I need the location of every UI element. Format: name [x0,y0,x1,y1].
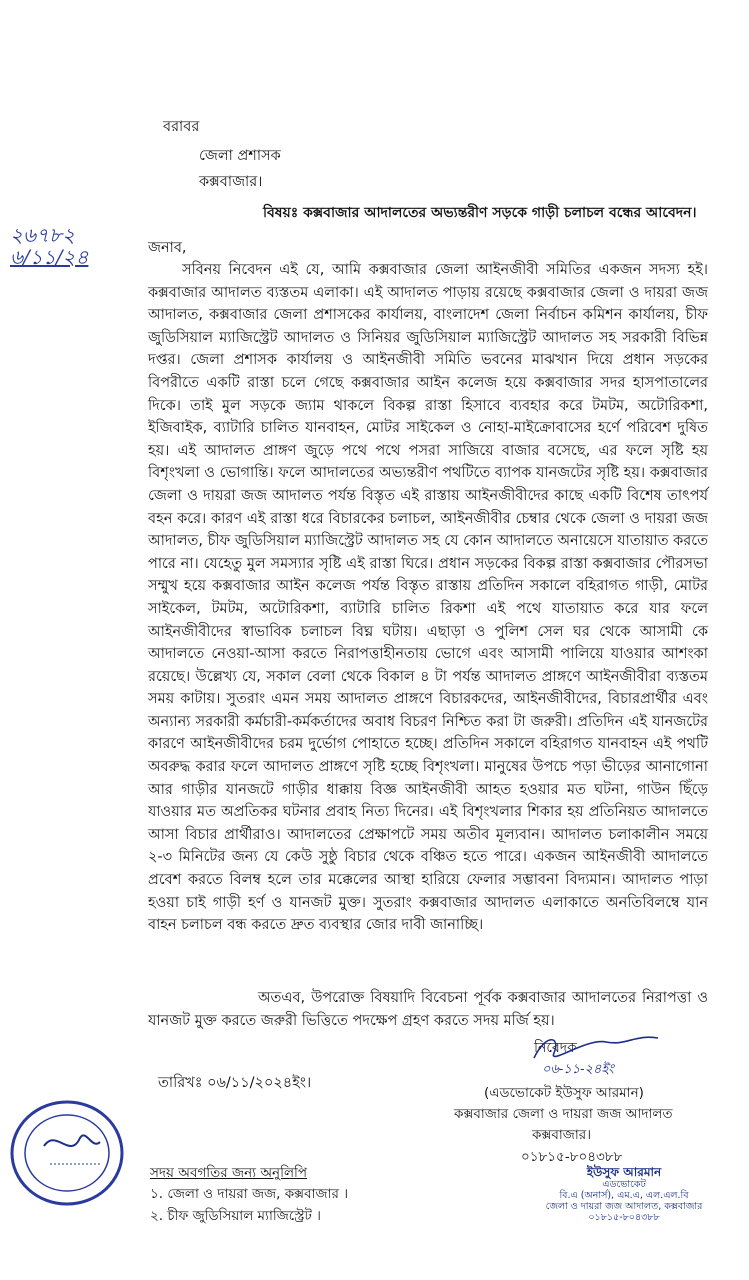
margin-note-line2: ৬/১১/২৪ [10,245,89,269]
date-line: তারিখঃ ০৬/১১/২০২৪ইং। [158,1075,312,1091]
recipient-place: কক্সবাজার। [199,174,263,190]
cc-item-1: ১. জেলা ও দায়রা জজ, কক্সবাজার । [150,1186,349,1202]
margin-note [10,224,88,268]
signer-court: কক্সবাজার জেলা ও দায়রা জজ আদালত [454,1106,673,1122]
letter-body: সবিনয় নিবেদন এই যে, আমি কক্সবাজার জেলা আইনজীবী সমিতির একজন সদস্য হই। কক্সবাজার আদালত ব্যস্ততম এলাকা। এই আদালত পাড়ায় রয়েছে কক্সবাজার জেলা ও দায়রা জজ আদালত, কক্সবাজার জেলা প্রশাসকের কার্যালয়, বাংলাদেশ জেলা নির্বাচন কমিশন কার্যালয়, চীফ জুডিসিয়াল ম্যাজিস্ট্রেট আদালত ও সিনিয়র জুডিসিয়াল ম্যাজিস্ট্রেট আদালত সহ সরকারী বিভিন্ন দপ্তর। জেলা প্রশাসক কার্যালয় ও আইনজীবী সমিতি ভবনের মাঝখান দিয়ে প্রধান সড়কের বিপরীতে একটি রাস্তা চলে গেছে কক্সবাজার আইন কলেজ হয়ে কক্সবাজার সদর হাসপাতালের দিকে। তাই মুল সড়কে জ্যাম থাকলে বিকল্প রাস্তা হিসাবে ব্যবহার করে টমটম, অটোরিকশা, ইজিবাইক, ব্যাটারি চালিত যানবাহন, মোটর সাইকেল ও নোহা-মাইক্রোবাসের হর্ণে পরিবেশ দুষিত হয়। এই আদালত প্রাঙ্গণ জুড়ে পথে পথে পসরা সাজিয়ে বাজার বসেছে, এর ফলে সৃষ্টি হয় বিশৃংখলা ও ভোগান্তি। ফলে আদালতের অভ্যন্তরীণ পথটিতে ব্যাপক যানজটের সৃষ্টি হয়। কক্সবাজার জেলা ও দায়রা জজ আদালত পর্যন্ত বিস্তৃত এই রাস্তায় আইনজীবীদের কাছে একটি বিশেষ তাৎপর্য বহন করে। কারণ এই রাস্তা ধরে বিচারকের চলাচল, আইনজীবীর চেম্বার থেকে জেলা ও দায়রা জজ আদালত, চীফ জুডিসিয়াল ম্যাজিস্ট্রেট আদালত সহ যে কোন আদালতে অনায়েসে যাতায়াত করতে পারে না। যেহেতু মুল সমস্যার সৃষ্টি এই রাস্তা ঘিরে। প্রধান সড়কের বিকল্প রাস্তা কক্সবাজার পৌরসভা সম্মুখ হয়ে কক্সবাজার আইন কলেজ পর্যন্ত বিস্তৃত রাস্তায় প্রতিদিন সকালে বহিরাগত গাড়ী, মোটর সাইকেল, টমটম, অটোরিকশা, ব্যাটারি চালিত রিকশা এই পথে যাতায়াত করে যার ফলে আইনজীবীদের স্বাভাবিক চলাচল বিঘ্ন ঘটায়। এছাড়া ও পুলিশ সেল ঘর থেকে আসামী কে আদালতে নেওয়া-আসা করতে নিরাপত্তাহীনতায় ভোগে এবং আসামী পালিয়ে যাওয়ার আশংকা রয়েছে। উল্লেখ্য যে, সকাল বেলা থেকে বিকাল ৪ টা পর্যন্ত আদালত প্রাঙ্গণে আইনজীবীরা ব্যস্ততম সময় কাটায়। সুতরাং এমন সময় আদালত প্রাঙ্গণে বিচারকদের, আইনজীবীদের, বিচারপ্রার্থীর এবং অন্যান্য সরকারী কর্মচারী-কর্মকর্তাদের অবাধ বিচরণ নিশ্চিত করা টা জরুরী। প্রতিদিন এই যানজটের কারণে আইনজীবীদের চরম দুর্ভোগ পোহাতে হচ্ছে। প্রতিদিন সকালে বহিরাগত যানবাহন এই পথটি অবরুদ্ধ করার ফলে আদালত প্রাঙ্গণে সৃষ্টি হচ্ছে বিশৃংখলা। মানুষের উপচে পড়া ভীড়ের আনাগোনা আর গাড়ীর যানজটে গাড়ীর ধাক্কায় বিজ্ঞ আইনজীবী আহত হওয়ার মত ঘটনা, গাউন ছিঁড়ে যাওয়ার মত অপ্রতিকর ঘটনার প্রবাহ নিত্য দিনের। এই বিশৃংখলার শিকার হয় প্রতিনিয়ত আদালতে আসা বিচার প্রার্থীরাও। আদালতের প্রেক্ষাপটে সময় অতীব মূল্যবান। আদালত চলাকালীন সময়ে ২-৩ মিনিটের জন্য যে কেউ সুষ্ঠু বিচার থেকে বঞ্চিত হতে পারে। একজন আইনজীবী আদালতে প্রবেশ করতে বিলম্ব হলে তার মক্কেলের আস্থা হারিয়ে ফেলার সম্ভাবনা বিদ্যমান। আদালত পাড়া হওয়া চাই গাড়ী হর্ণ ও যানজট মুক্ত। সুতরাং কক্সবাজার আদালত এলাকাতে অনতিবিলম্বে যান বাহন চলাচল বন্ধ করতে দ্রুত ব্যবস্থার জোর দাবী জানাচ্ছি। [148,262,708,934]
subject-line: বিষয়ঃ কক্সবাজার আদালতের অভ্যন্তরীণ সড়কে গাড়ী চলাচল বন্ধের আবেদন। [263,205,697,221]
advocate-stamp [524,1165,724,1223]
signer-phone: ০১৮১৫-৮০৪৩৮৮ [521,1149,623,1165]
applicant-label: নিবেদক [534,1040,577,1056]
cc-item-2: ২. চীফ জুডিসিয়াল ম্যাজিস্ট্রেট । [150,1208,321,1224]
round-seal [8,1098,126,1208]
closing-paragraph: অতএব, উপরোক্ত বিষয়াদি বিবেচনা পূর্বক কক্সবাজার আদালতের নিরাপত্তা ও যানজট মুক্ত করতে জরুরী ভিত্তিতে পদক্ষেপ গ্রহণ করতে সদয় মর্জি হয়। [148,990,708,1029]
stamp-title: এডভোকেট [602,1179,646,1190]
stamp-name: ইউসুফ আরমান [586,1165,662,1179]
cc-heading: সদয় অবগতির জন্য অনুলিপি [150,1165,308,1181]
to-label: বরাবর [163,119,200,135]
signer-name: (এডভোকেট ইউসুফ আরমান) [484,1085,644,1101]
signature-date: ০৬-১১-২৪ইং [542,1062,614,1077]
salutation: জনাব, [148,240,187,256]
margin-note-line1: ২৬৭৮২ [10,223,75,247]
recipient-title: জেলা প্রশাসক [199,148,281,164]
stamp-detail: বি.এ (অনার্স), এম.এ, এল.এল.বি [559,1190,689,1201]
stamp-phone: ০১৮১৫-৮০৪৩৮৮ [588,1212,660,1223]
signer-place: কক্সবাজার। [532,1127,592,1143]
seal-graphic [8,1098,126,1208]
stamp-court: জেলা ও দায়রা জজ আদালত, কক্সবাজার [545,1201,703,1212]
